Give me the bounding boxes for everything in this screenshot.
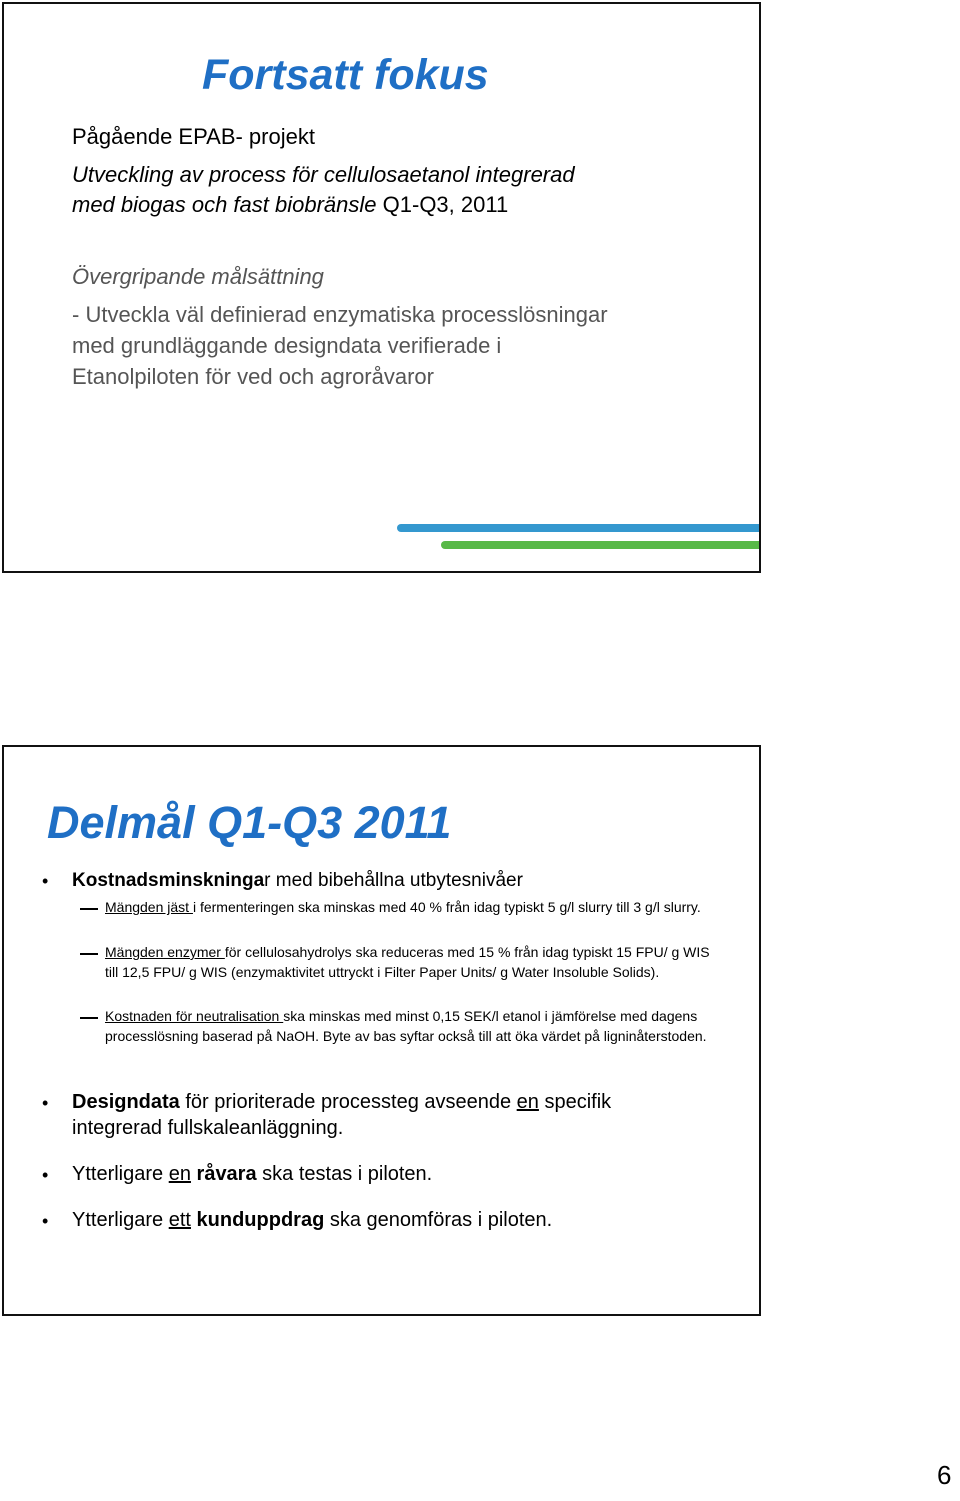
decor-stripe-blue xyxy=(397,524,759,532)
slide-delmal xyxy=(2,745,761,1316)
dash-marker xyxy=(80,953,98,955)
bullet-raw-material xyxy=(72,1162,432,1187)
sub-bullet-underlined: Mängden enzymer xyxy=(105,944,225,960)
sub-bullet-text: ska minskas med minst 0,15 SEK/l etanol i jämförelse med dagens processlösning baserad på NaOH. Byte av bas syftar också till att öka värdet på ligninåterstoden. xyxy=(105,1008,707,1044)
bullet-marker: • xyxy=(42,871,49,891)
bullet-designdata xyxy=(72,1090,611,1115)
goal-line-3: Etanolpiloten för ved och agroråvaror xyxy=(72,364,434,389)
bullet-underlined: en xyxy=(516,1091,539,1113)
bullet-text: r med bibehållna utbytesnivåer xyxy=(264,870,523,891)
decor-stripe-green xyxy=(441,541,759,549)
bullet-marker: • xyxy=(42,1093,49,1113)
slide-title: Delmål Q1-Q3 2011 xyxy=(47,797,452,848)
bullet-bold-text: kunduppdrag xyxy=(196,1209,325,1231)
bullet-text: Ytterligare xyxy=(72,1209,169,1231)
bullet-bold-text: råvara xyxy=(196,1163,257,1185)
page-number: 6 xyxy=(937,1460,952,1490)
slide-fortsatt-fokus xyxy=(2,2,761,573)
bullet-marker: • xyxy=(42,1165,49,1185)
bullet-text: för prioriterade processteg avseende xyxy=(179,1091,517,1113)
project-title-line2-italic: med biogas och fast biobränsle xyxy=(72,192,377,217)
sub-bullet-text: för cellulosahydrolys ska reduceras med 15 % från idag typiskt 15 FPU/ g WIS till 12,5 FPU/ g WIS (enzymaktivitet uttryckt i Filter Paper Units/ g Water Insoluble Solids). xyxy=(105,944,710,980)
bullet-text: specifik xyxy=(538,1091,612,1113)
sub-bullet-underlined: Mängden jäst xyxy=(105,899,193,915)
dash-marker xyxy=(80,908,98,910)
project-title-line2 xyxy=(72,194,508,216)
bullet-underlined: en xyxy=(168,1163,191,1185)
bullet-cost-reduction xyxy=(72,869,523,893)
goal-line-1: - Utveckla väl definierad enzymatiska processlösningar xyxy=(72,302,608,327)
bullet-text: ska testas i piloten. xyxy=(256,1163,433,1185)
sub-bullet-underlined: Kostnaden för neutralisation xyxy=(105,1008,284,1024)
dash-marker xyxy=(80,1017,98,1019)
goal-line-2: med grundläggande designdata verifierade i xyxy=(72,333,502,358)
sub-bullet-neutralisation xyxy=(105,1006,715,1046)
project-period: Q1-Q3, 2011 xyxy=(376,192,509,217)
bullet-bold-text: Designdata xyxy=(72,1091,180,1113)
project-label: Pågående EPAB- projekt xyxy=(72,124,315,149)
goal-heading: Övergripande målsättning xyxy=(72,264,324,289)
bullet-marker: • xyxy=(42,1211,49,1231)
project-title-line1: Utveckling av process för cellulosaetanol integrerad xyxy=(72,162,575,187)
sub-bullet-text: i fermenteringen ska minskas med 40 % från idag typiskt 5 g/l slurry till 3 g/l slurry. xyxy=(192,899,701,915)
bullet-text: Ytterligare xyxy=(72,1163,169,1185)
bullet-bold-text: Kostnadsminskninga xyxy=(72,870,265,891)
bullet-customer-assignment xyxy=(72,1208,552,1233)
bullet-underlined: ett xyxy=(168,1209,191,1231)
bullet-designdata-line2: integrerad fullskaleanläggning. xyxy=(72,1117,344,1139)
slide-title: Fortsatt fokus xyxy=(202,51,489,99)
sub-bullet-enzymes xyxy=(105,942,715,982)
sub-bullet-yeast xyxy=(105,897,715,917)
bullet-text: ska genomföras i piloten. xyxy=(324,1209,553,1231)
